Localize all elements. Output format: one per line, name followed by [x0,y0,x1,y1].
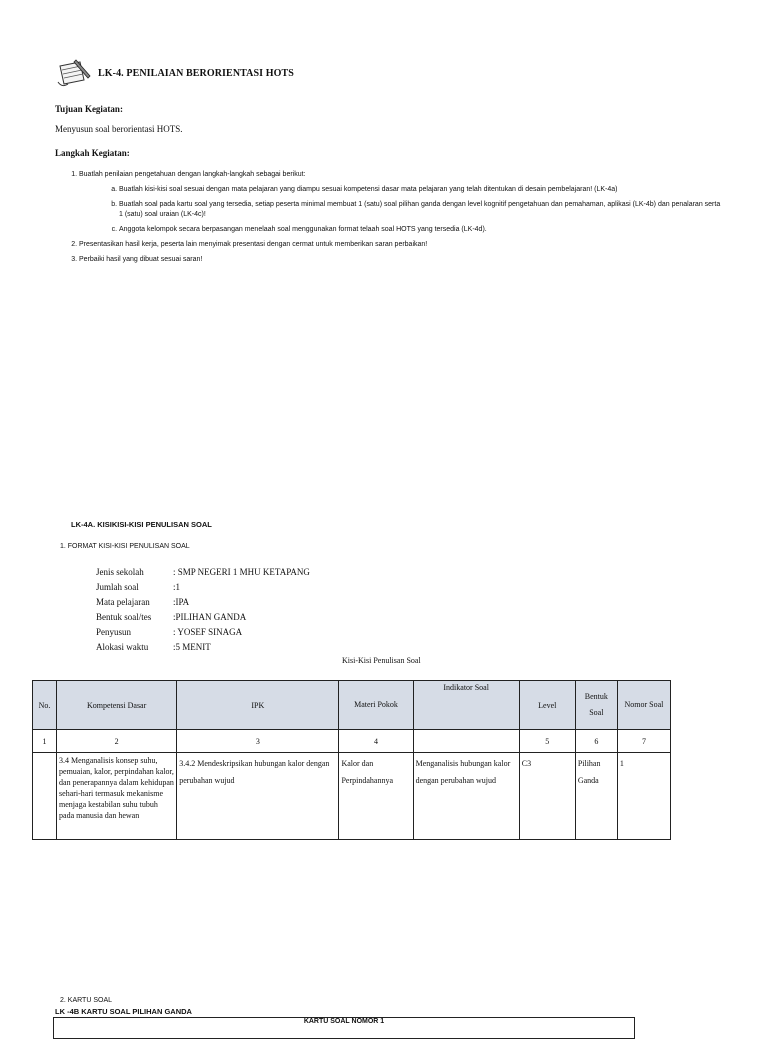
document-header [56,58,294,88]
table-cell: 1 [33,730,57,753]
tujuan-text: Menyusun soal berorientasi HOTS. [55,124,183,134]
header-indikator-soal: Indikator Soal [413,681,519,730]
cell-nomor-soal: 1 [617,753,670,840]
langkah-heading: Langkah Kegiatan: [55,148,130,158]
cell-ipk: 3.4.2 Mendeskripsikan hubungan kalor dengan perubahan wujud [177,753,339,840]
info-list [96,564,310,654]
table-cell: 2 [57,730,177,753]
kisi-kisi-table [32,680,671,840]
langkah-list [64,170,724,270]
table-cell: 3 [177,730,339,753]
langkah-item-2: 2. Presentasikan hasil kerja, peserta lain menyimak presentasi dengan cermat untuk memberikan saran perbaikan! [79,240,724,250]
info-row: Alokasi waktu :5 MENIT [96,641,211,652]
kartu-soal-box [53,1017,635,1039]
kartu-box-title: KARTU SOAL NOMOR 1 [303,1018,385,1025]
kartu-title: LK -4B KARTU SOAL PILIHAN GANDA [55,1007,192,1016]
table-cell: 5 [519,730,575,753]
info-row: Jenis sekolah : SMP NEGERI 1 MHU KETAPANG [96,566,310,577]
info-row: Penyusun : YOSEF SINAGA [96,626,243,637]
cell-materi-pokok: Kalor dan Perpindahannya [339,753,413,840]
cell-level: C3 [519,753,575,840]
langkah-sub-item-a: a. Buatlah kisi-kisi soal sesuai dengan mata pelajaran yang diampu sesuai kompetensi dasar mata pelajaran yang telah ditentukan di desain pembelajaran! (LK-4a) [119,185,724,195]
lk4a-title: LK-4A. KISIKISI-KISI PENULISAN SOAL [71,520,212,529]
cell-kompetensi-dasar: 3.4 Menganalisis konsep suhu, pemuaian, kalor, perpindahan kalor, dan penerapannya dalam kehidupan sehari-hari termasuk mekanisme menjaga kestabilan suhu tubuh pada manusia dan hewan [57,753,177,840]
cell-bentuk-soal: Pilihan Ganda [575,753,617,840]
cell-no [33,753,57,840]
header-kompetensi-dasar: Kompetensi Dasar [57,681,177,730]
header-no: No. [33,681,57,730]
scroll-pen-icon [56,58,92,88]
table-row [33,730,671,753]
cell-indikator-soal: Menganalisis hubungan kalor dengan perubahan wujud [413,753,519,840]
langkah-sub-item-b: b. Buatlah soal pada kartu soal yang tersedia, setiap peserta minimal membuat 1 (satu) soal pilihan ganda dengan level kognitif pengetahuan dan pemahaman, aplikasi (LK-4b) dan penalaran serta 1 (satu) soal uraian (LK-4c)! [119,200,724,220]
langkah-item-1: 1. Buatlah penilaian pengetahuan dengan langkah-langkah sebagai berikut: a. Buatlah kisi-kisi soal sesuai dengan mata pelajaran yang diampu sesuai kompetensi dasar mata pelajaran yang telah ditentukan di desain pembelajaran! (LK-4a) b. Buatlah soal pada kartu soal yang tersedia, setiap peserta minimal membuat 1 (satu) soal pilihan ganda dengan level kognitif pengetahuan dan pemahaman, aplikasi (LK-4b) dan penalaran serta 1 (satu) soal uraian (LK-4c)! c. Anggota kelompok secara berpasangan menelaah soal menggunakan format telaah soal HOTS yang tersedia (LK-4d). [79,170,724,235]
info-row: Mata pelajaran :IPA [96,596,190,607]
langkah-sub-item-c: c. Anggota kelompok secara berpasangan menelaah soal menggunakan format telaah soal HOTS yang tersedia (LK-4d). [119,225,724,235]
table-cell: 4 [339,730,413,753]
lk4a-subtitle: 1. FORMAT KISI-KISI PENULISAN SOAL [60,543,190,550]
table-cell [413,730,519,753]
kartu-section: 2. KARTU SOAL [60,997,113,1004]
table-row [33,753,671,840]
tujuan-heading: Tujuan Kegiatan: [55,104,123,114]
header-nomor-soal: Nomor Soal [617,681,670,730]
table-caption: Kisi-Kisi Penulisan Soal [342,656,421,665]
header-ipk: IPK [177,681,339,730]
info-row: Jumlah soal :1 [96,581,181,592]
header-bentuk-soal: Bentuk Soal [575,681,617,730]
table-cell: 7 [617,730,670,753]
langkah-item-3: 3. Perbaiki hasil yang dibuat sesuai saran! [79,255,724,265]
page-title: LK-4. PENILAIAN BERORIENTASI HOTS [98,67,294,79]
header-materi-pokok: Materi Pokok [339,681,413,730]
info-row: Bentuk soal/tes :PILIHAN GANDA [96,611,247,622]
header-level: Level [519,681,575,730]
table-cell: 6 [575,730,617,753]
